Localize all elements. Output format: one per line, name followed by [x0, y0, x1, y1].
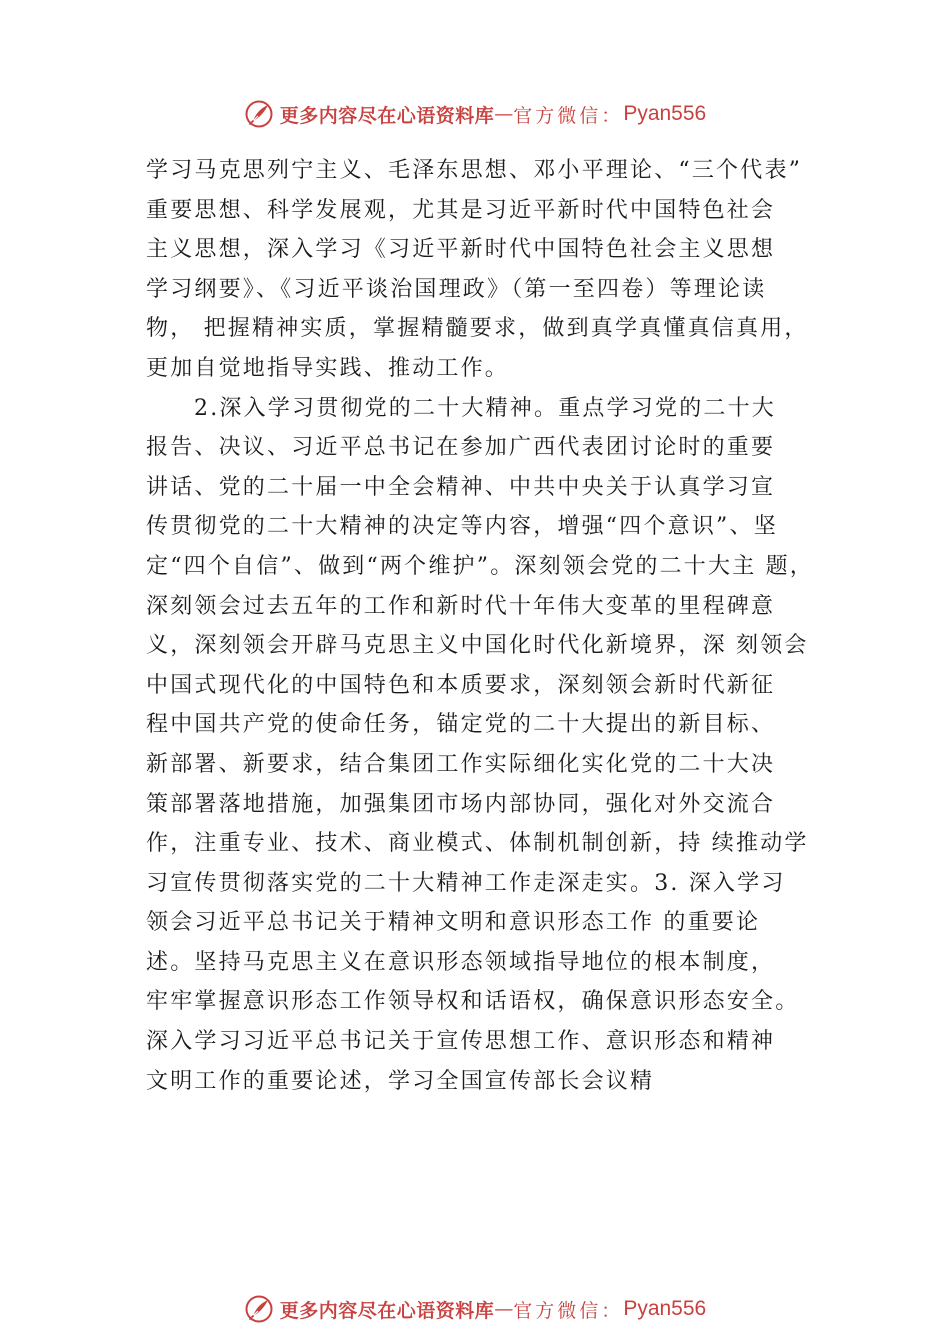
text-line: 新部署、新要求，结合集团工作实际细化实化党的二十大决 [146, 751, 776, 777]
text-line: 更加自觉地指导实践、推动工作。 [146, 355, 510, 381]
text-line: 牢牢掌握意识形态工作领导权和话语权，确保意识形态安全。 [146, 989, 800, 1015]
header-wechat-label: 官方微信： [513, 104, 624, 127]
text-line: 定“四个自信”、做到“两个维护”。深刻领会党的二十大主 题， [146, 553, 814, 579]
footer-banner [0, 1289, 950, 1329]
text-line: 学习纲要》、《习近平谈治国理政》（第一至四卷）等理论读 [146, 276, 767, 302]
text-line: 重要思想、科学发展观，尤其是习近平新时代中国特色社会 [146, 197, 776, 223]
text-line: 策部署落地措施，加强集团市场内部协同，强化对外交流合 [146, 791, 776, 817]
header-brand-text: 更多内容尽在心语资料库 [279, 104, 495, 127]
text-line: 义，深刻领会开辟马克思主义中国化时代化新境界，深 刻领会 [146, 633, 809, 659]
text-line: 程中国共产党的使命任务，锚定党的二十大提出的新目标、 [146, 712, 776, 738]
text-line: 深刻领会过去五年的工作和新时代十年伟大变革的里程碑意 [146, 593, 776, 619]
text-line: 文明工作的重要论述，学习全国宣传部长会议精 [146, 1068, 655, 1094]
text-line: 述。坚持马克思主义在意识形态领域指导地位的根本制度， [146, 949, 776, 975]
text-line: 传贯彻党的二十大精神的决定等内容，增强“四个意识”、坚 [146, 514, 778, 540]
section-heading-line: 2.深入学习贯彻党的二十大精神。重点学习党的二十大 [194, 395, 776, 421]
text-line: 习宣传贯彻落实党的二十大精神工作走深走实。3. 深入学习 [146, 870, 786, 896]
text-line: 物， 把握精神实质，掌握精髓要求，做到真学真懂真信真用， [146, 316, 809, 342]
quill-logo-icon [244, 1294, 274, 1324]
text-line: 讲话、党的二十届一中全会精神、中共中央关于认真学习宣 [146, 474, 776, 500]
header-dash: — [494, 103, 514, 125]
text-line: 中国式现代化的中国特色和本质要求，深刻领会新时代新征 [146, 672, 776, 698]
text-line: 报告、决议、习近平总书记在参加广西代表团讨论时的重要 [146, 435, 776, 461]
text-line: 深入学习习近平总书记关于宣传思想工作、意识形态和精神 [146, 1029, 776, 1055]
footer-wechat-label: 官方微信： [513, 1299, 624, 1322]
text-line: 学习马克思列宁主义、毛泽东思想、邓小平理论、“三个代表” [146, 158, 803, 183]
footer-dash: — [494, 1298, 514, 1320]
document-body [146, 151, 818, 1101]
header-banner [0, 94, 950, 134]
footer-brand-text: 更多内容尽在心语资料库 [279, 1299, 495, 1322]
header-wechat-id: Pyan556 [623, 102, 707, 125]
text-line: 主义思想，深入学习《习近平新时代中国特色社会主义思想 [146, 237, 776, 263]
quill-logo-icon [244, 99, 274, 129]
footer-wechat-id: Pyan556 [623, 1297, 707, 1320]
text-line: 领会习近平总书记关于精神文明和意识形态工作 的重要论 [146, 910, 761, 936]
text-line: 作，注重专业、技术、商业模式、体制机制创新，持 续推动学 [146, 831, 809, 857]
